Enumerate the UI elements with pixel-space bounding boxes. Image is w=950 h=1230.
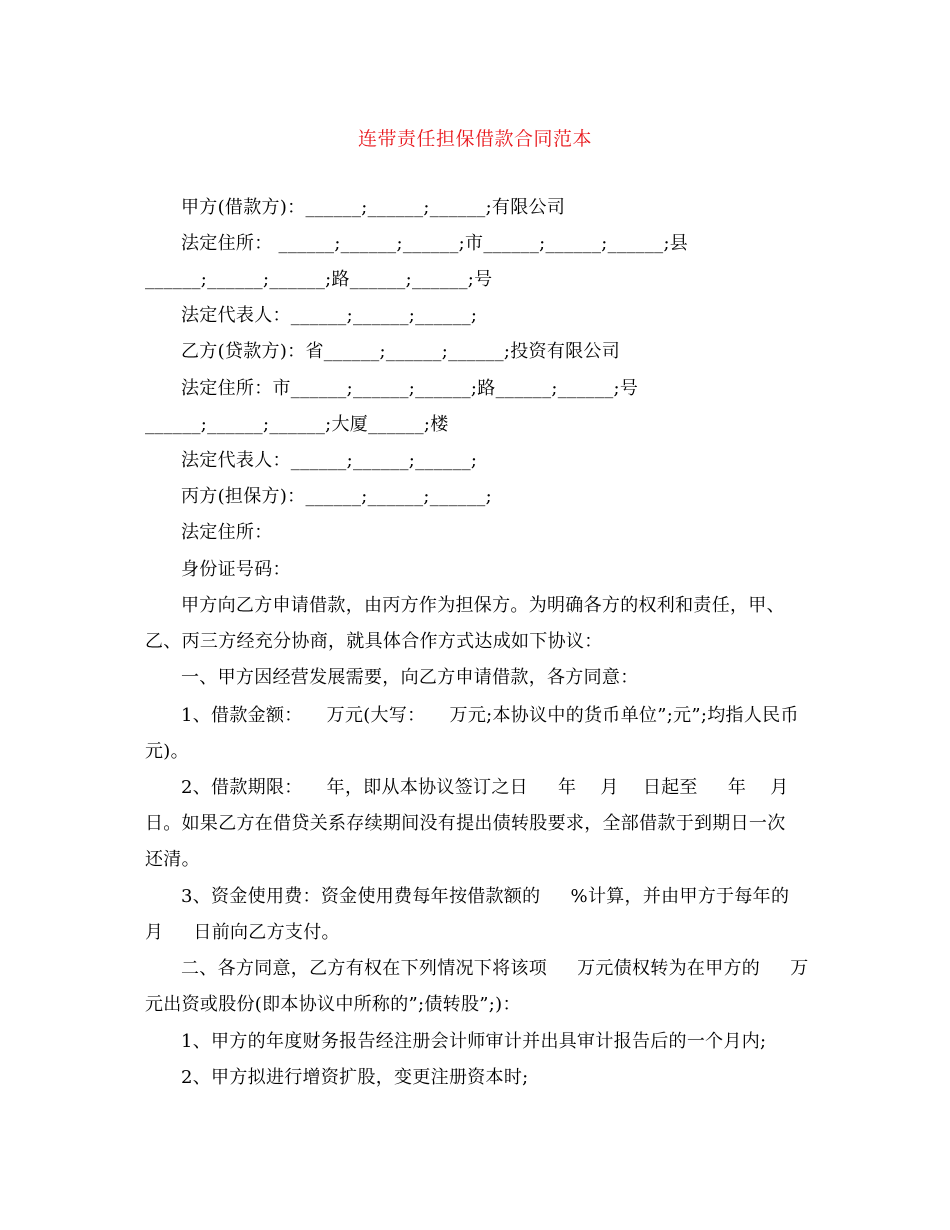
party-c-address-line: 法定住所： [181,522,273,543]
clause-2-2-line: 2、甲方拟进行增资扩股，变更注册资本时; [181,1067,529,1088]
clause-1-1-line-1: 1、借款金额： 万元(大写： 万元;本协议中的货币单位”;元”;均指人民币 [181,705,799,726]
clause-2-1-line: 1、甲方的年度财务报告经注册会计师审计并出具审计报告后的一个月内; [181,1031,767,1052]
party-a-line: 甲方(借款方)：______;______;______;有限公司 [181,197,566,218]
clause-1-1-line-2: 元)。 [145,741,189,762]
preamble-line-1: 甲方向乙方申请借款，由丙方作为担保方。为明确各方的权利和责任，甲、 [181,595,785,616]
party-c-line: 丙方(担保方)：______;______;______; [181,486,492,507]
clause-1-2-line-3: 还清。 [145,849,200,870]
party-a-address-line: 法定住所： ______;______;______;市______;______;______;县 [181,233,689,254]
party-c-id-line: 身份证号码： [181,559,291,580]
article-2-line-2: 元出资或股份(即本协议中所称的”;债转股”;)： [145,994,521,1015]
party-a-address-cont-line: ______;______;______;路______;______;号 [145,269,493,290]
party-b-representative-line: 法定代表人：______;______;______; [181,450,478,471]
party-a-representative-line: 法定代表人：______;______;______; [181,305,478,326]
clause-1-2-line-2: 日。如果乙方在借贷关系存续期间没有提出债转股要求，全部借款于到期日一次 [145,813,786,834]
clause-1-3-line-2: 月 日前向乙方支付。 [145,922,340,943]
article-1-heading: 一、甲方因经营发展需要，向乙方申请借款，各方同意： [181,667,639,688]
clause-1-3-line-1: 3、资金使用费：资金使用费每年按借款额的 %计算，并由甲方于每年的 [181,886,790,907]
article-2-line-1: 二、各方同意，乙方有权在下列情况下将该项 万元债权转为在甲方的 万 [181,958,809,979]
preamble-line-2: 乙、丙三方经充分协商，就具体合作方式达成如下协议： [145,631,603,652]
party-b-line: 乙方(贷款方)：省______;______;______;投资有限公司 [181,341,621,362]
clause-1-2-line-1: 2、借款期限： 年，即从本协议签订之日 年 月 日起至 年 月 [181,777,789,798]
document-title: 连带责任担保借款合同范本 [357,128,592,150]
party-b-address-cont-line: ______;______;______;大厦______;楼 [145,414,449,435]
party-b-address-line: 法定住所：市______;______;______;路______;______;号 [181,378,639,399]
